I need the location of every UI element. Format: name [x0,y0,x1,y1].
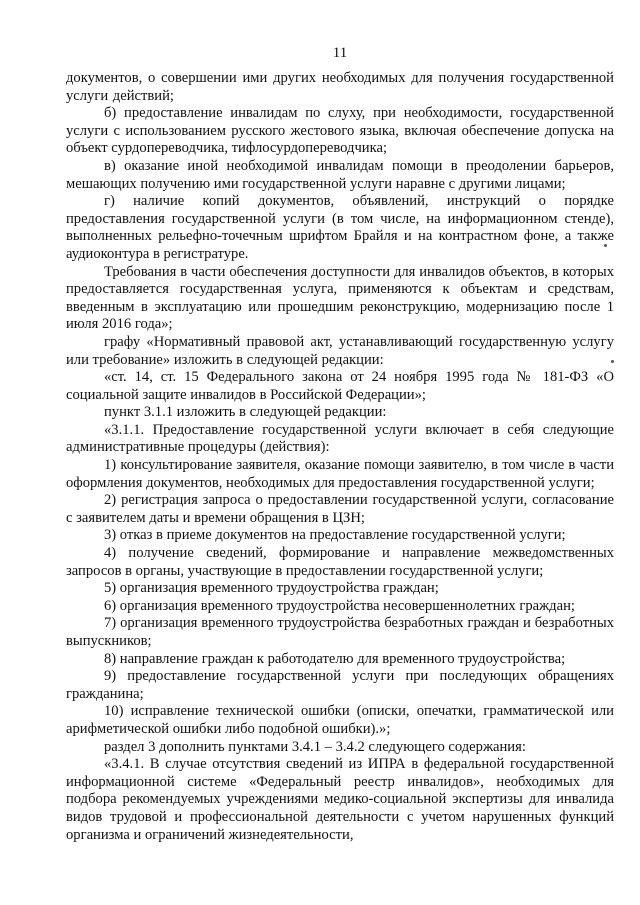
paragraph-item-v: в) оказание иной необходимой инвалидам помощи в преодолении барьеров, мешающих получению ими государственной услуги наравне с другими лицами; [66,157,614,192]
list-item-7: 7) организация временного трудоустройства безработных граждан и безработных выпускников; [66,615,614,649]
list-item-8: 8) направление граждан к работодателю для временного трудоустройства; [104,650,566,667]
paragraph-3-1-1: «3.1.1. Предоставление государственной услуги включает в себя следующие административные процедуры (действия): [66,421,614,456]
paragraph-legal-reference: «ст. 14, ст. 15 Федерального закона от 24 ноября 1995 года № 181-ФЗ «О социальной защите инвалидов в Российской Федерации»; [66,369,614,403]
list-item-1: 1) консультирование заявителя, оказание помощи заявителю, в том числе в части оформления документов, необходимых для предоставления государственной услуги; [66,457,614,491]
paragraph-continuation: документов, о совершении ими других необходимых для получения государственной услуги действий; [66,70,614,104]
list-item-2: 2) регистрация запроса о предоставлении государственной услуги, согласование с заявителем даты и времени обращения в ЦЗН; [66,492,614,526]
paragraph-column-instruction: графу «Нормативный правовой акт, устанавливающий государственную услугу или требование» изложить в следующей редакции: [66,333,614,368]
paragraph-item-g: г) наличие копий документов, объявлений, инструкций о порядке предоставления государственной услуги (в том числе, на информационном стенде), выполненных рельефно-точечным шрифтом Брайля и на контрастном фоне, а также аудиоконтура в регистратуре. [66,193,614,262]
paragraph-item-b: б) предоставление инвалидам по слуху, при необходимости, государственной услуги с использованием русского жестового языка, включая обеспечение допуска на объект сурдопереводчика, тифлосурдопереводчика; [66,105,614,157]
paragraph-accessibility-requirements: Требования в части обеспечения доступности для инвалидов объектов, в которых предоставляется государственная услуга, применяются к объектам и средствам, введенным в эксплуатацию или прошедшим реконструкцию, модернизацию после 1 июля 2016 года»; [66,263,614,333]
scan-mark [604,244,607,247]
list-item-6: 6) организация временного трудоустройства несовершеннолетних граждан; [104,597,575,614]
document-body [66,70,614,844]
scan-mark [611,360,614,363]
paragraph-section-3-addition: раздел 3 дополнить пунктами 3.4.1 – 3.4.2 следующего содержания: [104,738,526,755]
list-item-4: 4) получение сведений, формирование и направление межведомственных запросов в органы, участвующие в предоставлении государственной услуги; [66,545,614,579]
list-item-5: 5) организация временного трудоустройства граждан; [104,580,439,597]
paragraph-3-4-1: «3.4.1. В случае отсутствия сведений из ИПРА в федеральной государственной информационной системе «Федеральный реестр инвалидов», необходимых для подбора рекомендуемых учреждениями медико-социальной экспертизы для инвалида видов трудовой и профессиональной деятельности с учетом нарушенных функций организма и ограничений жизнедеятельности, [66,756,614,843]
paragraph-section-instruction: пункт 3.1.1 изложить в следующей редакции: [104,404,387,421]
list-item-9: 9) предоставление государственной услуги при последующих обращениях гражданина; [66,668,614,702]
page-number: 11 [332,45,348,61]
list-item-3: 3) отказ в приеме документов на предоставление государственной услуги; [104,527,566,544]
list-item-10: 10) исправление технической ошибки (описки, опечатки, грамматической или арифметической ошибки либо подобной ошибки).»; [66,703,614,737]
